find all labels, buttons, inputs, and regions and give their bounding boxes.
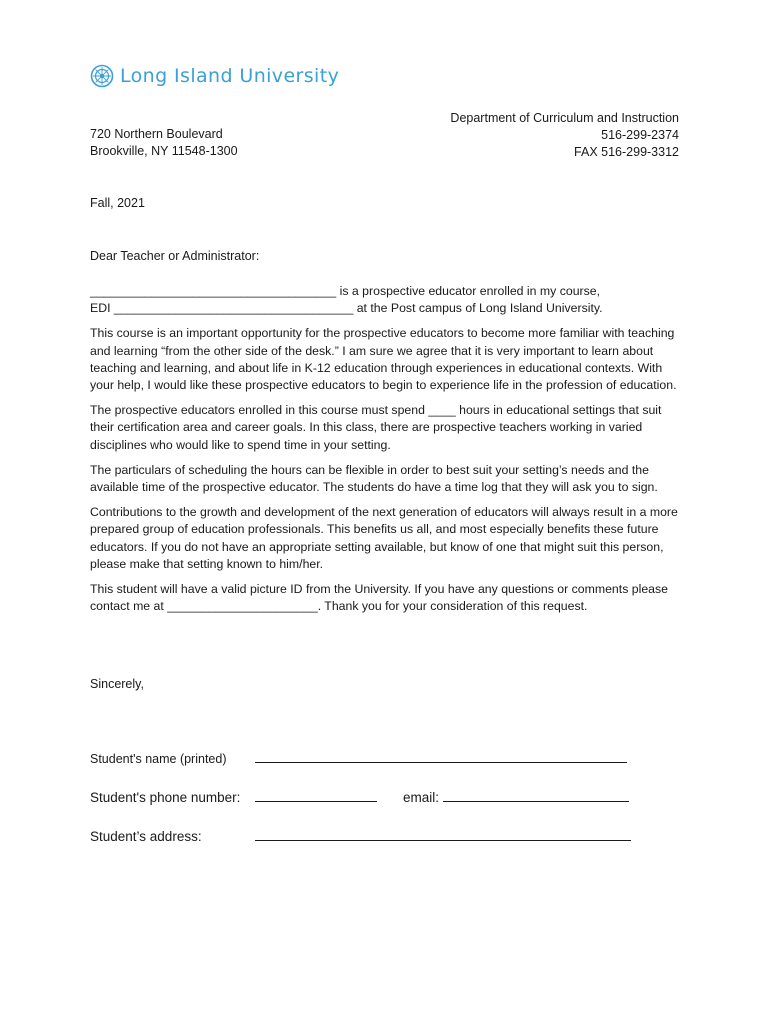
department-name: Department of Curriculum and Instruction	[450, 111, 679, 125]
salutation: Dear Teacher or Administrator:	[90, 249, 260, 263]
university-logo	[90, 64, 339, 88]
paragraph-contact: This student will have a valid picture ID from the University. If you have any questions or comments please contact me at ______________________. Thank you for your consideration of this request.	[90, 582, 668, 614]
student-address-row	[90, 828, 631, 844]
department-fax: FAX 516-299-3312	[574, 145, 679, 159]
institution-name: Long Island University	[120, 65, 340, 87]
paragraph-contributions: Contributions to the growth and development of the next generation of educators will always result in a more prepared group of education professionals. This benefits us all, and most especially benefits these future educators. If you do not have an appropriate setting available, but know of one that might suit this person, please make that setting known to him/her.	[90, 505, 678, 571]
letter-body	[90, 283, 682, 623]
email-label: email:	[403, 790, 440, 805]
closing: Sincerely,	[90, 677, 144, 691]
intro-line-2: EDI ___________________________________ at the Post campus of Long Island University.	[90, 301, 603, 316]
intro-block	[90, 283, 682, 317]
student-phone-row	[90, 789, 629, 805]
student-name-field[interactable]	[255, 750, 627, 763]
intro-line-1: ____________________________________ is a prospective educator enrolled in my course,	[90, 284, 601, 298]
paragraph-importance: This course is an important opportunity for the prospective educators to become more familiar with teaching and learning “from the other side of the desk.” I am sure we agree that it is very important to learn about teaching and learning, and about life in K-12 education through experiences in educational contexts. With your help, I would like these prospective educators to begin to experience life in the profession of education.	[90, 326, 677, 393]
letter-date: Fall, 2021	[90, 196, 145, 210]
student-phone-label: Student's phone number:	[90, 790, 241, 805]
student-name-label: Student's name (printed)	[90, 752, 227, 766]
department-phone: 516-299-2374	[601, 128, 679, 142]
paragraph-scheduling: The particulars of scheduling the hours can be flexible in order to best suit your setting’s needs and the available time of the prospective educator. The students do have a time log that they will ask you to sign.	[90, 462, 658, 495]
department-contact	[450, 110, 679, 161]
student-address-field[interactable]	[255, 828, 631, 841]
student-phone-field[interactable]	[255, 789, 377, 802]
student-email-field[interactable]	[443, 789, 629, 802]
street-address	[90, 126, 238, 160]
seal-icon	[90, 64, 114, 88]
address-line-1: 720 Northern Boulevard	[90, 127, 223, 141]
student-name-row	[90, 750, 627, 766]
paragraph-hours: The prospective educators enrolled in this course must spend ____ hours in educational settings that suit their certification area and career goals. In this class, there are prospective teachers working in varied disciplines who would like to spend time in your setting.	[90, 403, 662, 452]
address-line-2: Brookville, NY 11548-1300	[90, 144, 238, 158]
student-address-label: Student’s address:	[90, 829, 202, 844]
